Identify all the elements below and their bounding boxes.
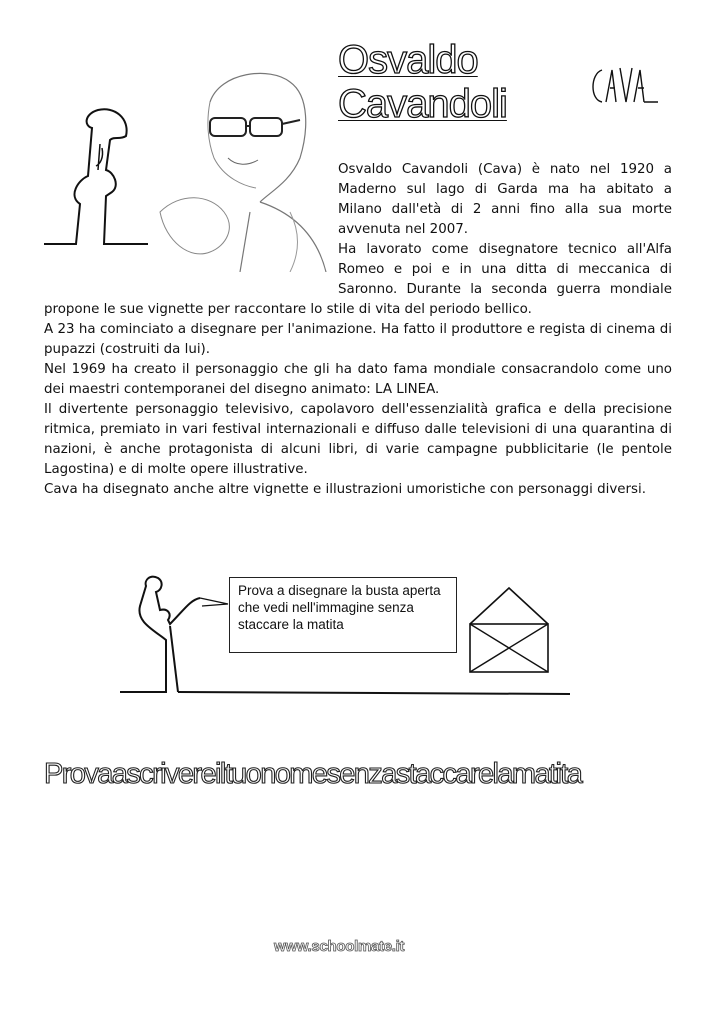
bio-paragraph: Cava ha disegnato anche altre vignette e illustrazioni umoristiche con personaggi diversi. xyxy=(44,482,646,497)
bio-paragraph: Osvaldo Cavandoli (Cava) è nato nel 1920 a Maderno sul lago di Garda ma ha abitato a Milano dall'età di 2 anni fino alla sua morte avvenuta nel 2007. xyxy=(338,162,672,237)
bio-paragraph: Ha lavorato come disegnatore tecnico all'Alfa Romeo e poi e in una ditta di meccanica di Saronno. Durante la seconda guerra mondiale propone le sue vignette per raccontare lo stile di vita del periodo bellico. xyxy=(44,242,672,317)
image-spacer xyxy=(44,160,338,288)
page-title xyxy=(338,38,538,126)
bio-paragraph: Nel 1969 ha creato il personaggio che gli ha dato fama mondiale consacrandolo come uno dei maestri contemporanei del disegno animato: LA LINEA. xyxy=(44,362,672,397)
signature-image xyxy=(588,62,660,110)
title-first-name: Osvaldo xyxy=(338,38,478,82)
bio-paragraph: A 23 ha cominciato a disegnare per l'animazione. Ha fatto il produttore e regista di cinema di pupazzi (costruiti da lui). xyxy=(44,322,672,357)
open-envelope-icon xyxy=(466,584,552,676)
biography-text xyxy=(44,160,672,500)
practice-text: Provaascrivereiltuonomesenzastaccarelamatita xyxy=(44,758,582,790)
title-last-name: Cavandoli xyxy=(338,82,507,126)
website-footer: www.schoolmate.it xyxy=(274,938,405,955)
speech-bubble: Prova a disegnare la busta aperta che vedi nell'immagine senza staccare la matita xyxy=(229,577,457,653)
bio-paragraph: Il divertente personaggio televisivo, capolavoro dell'essenzialità grafica e della precisione ritmica, premiato in vari festival internazionali e diffuso dalle televisioni di una quarantina di nazioni, è anche protagonista di alcuni libri, di varie campagne pubblicitarie (le pentole Lagostina) e di molte opere illustrative. xyxy=(44,402,672,477)
